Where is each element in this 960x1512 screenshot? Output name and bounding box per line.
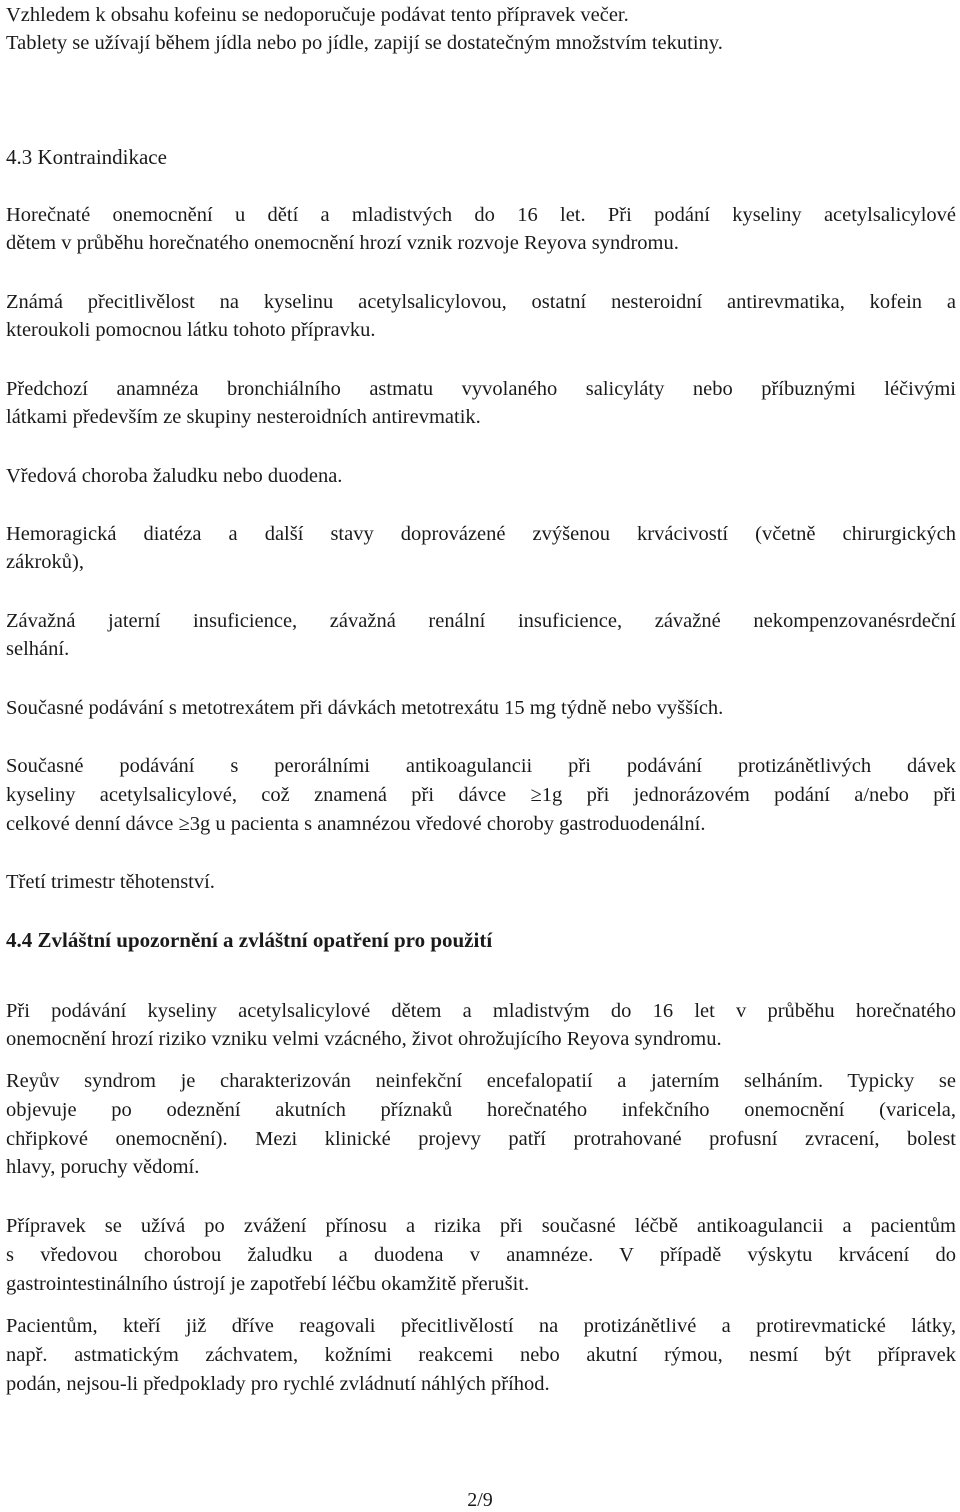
contraindication-hypersensitivity-line-2: kteroukoli pomocnou látku tohoto přípravku. xyxy=(6,319,376,341)
contraindication-asthma-line-1: Předchozí anamnéza bronchiálního astmatu vyvolaného salicyláty nebo příbuznými léčivými xyxy=(6,378,956,400)
warning-hypersensitivity-line-1: Pacientům, kteří již dříve reagovali přecitlivělostí na protizánětlivé a protirevmatické látky, xyxy=(6,1315,956,1337)
section-4-4-heading: 4.4 Zvláštní upozornění a zvláštní opatření pro použití xyxy=(6,928,493,952)
contraindication-pregnancy-line: Třetí trimestr těhotenství. xyxy=(6,871,215,893)
contraindication-anticoagulants-line-2: kyseliny acetylsalicylové, což znamená při dávce ≥1g při jednorázovém podání a/nebo při xyxy=(6,784,956,806)
contraindication-hypersensitivity-line-1: Známá přecitlivělost na kyselinu acetylsalicylovou, ostatní nesteroidní antirevmatika, kofein a xyxy=(6,291,956,313)
warning-anticoagulants-line-3: gastrointestinálního ústrojí je zapotřebí léčbu okamžitě přerušit. xyxy=(6,1273,530,1295)
warning-hypersensitivity-line-3: podán, nejsou-li předpoklady pro rychlé zvládnutí náhlých příhod. xyxy=(6,1373,550,1395)
contraindication-insufficiency-line-2: selhání. xyxy=(6,638,70,660)
contraindication-ulcer-line: Vředová choroba žaludku nebo duodena. xyxy=(6,465,343,487)
warning-hypersensitivity-line-2: např. astmatickým záchvatem, kožními reakcemi nebo akutní rýmou, nesmí být přípravek xyxy=(6,1344,956,1366)
contraindication-fever-line-1: Horečnaté onemocnění u dětí a mladistvých do 16 let. Při podání kyseliny acetylsalicylové xyxy=(6,204,956,226)
contraindication-anticoagulants-line-1: Současné podávání s perorálními antikoagulancii při podávání protizánětlivých dávek xyxy=(6,755,956,777)
warning-reye-syndrome-line-1: Reyův syndrom je charakterizován neinfekční encefalopatií a jaterním selháním. Typicky se xyxy=(6,1070,956,1092)
warning-anticoagulants-line-2: s vředovou chorobou žaludku a duodena v anamnéze. V případě výskytu krvácení do xyxy=(6,1244,956,1266)
section-4-3-heading: 4.3 Kontraindikace xyxy=(6,145,167,169)
intro-line-2: Tablety se užívají během jídla nebo po jídle, zapijí se dostatečným množstvím tekutiny. xyxy=(6,32,723,54)
contraindication-methotrexate-line: Současné podávání s metotrexátem při dávkách metotrexátu 15 mg týdně nebo vyšších. xyxy=(6,697,724,719)
warning-anticoagulants-line-1: Přípravek se užívá po zvážení přínosu a rizika při současné léčbě antikoagulancii a pacientům xyxy=(6,1215,956,1237)
contraindication-hemorrhagic-line-2: zákroků), xyxy=(6,551,84,573)
contraindication-insufficiency-line-1: Závažná jaterní insuficience, závažná renální insuficience, závažné nekompenzovanésrdeční xyxy=(6,610,956,632)
warning-reye-syndrome-line-4: hlavy, poruchy vědomí. xyxy=(6,1156,200,1178)
contraindication-hemorrhagic-line-1: Hemoragická diatéza a další stavy doprovázené zvýšenou krvácivostí (včetně chirurgických xyxy=(6,523,956,545)
warning-reye-syndrome-line-2: objevuje po odeznění akutních příznaků horečnatého infekčního onemocnění (varicela, xyxy=(6,1099,956,1121)
warning-reye-syndrome-line-3: chřipkové onemocnění). Mezi klinické projevy patří protrahované profusní zvracení, bolest xyxy=(6,1128,956,1150)
contraindication-anticoagulants-line-3: celkové denní dávce ≥3g u pacienta s anamnézou vředové choroby gastroduodenální. xyxy=(6,813,706,835)
warning-reye-line-1: Při podávání kyseliny acetylsalicylové dětem a mladistvým do 16 let v průběhu horečnatého xyxy=(6,1000,956,1022)
page-number: 2/9 xyxy=(467,1489,493,1511)
intro-line-1: Vzhledem k obsahu kofeinu se nedoporučuje podávat tento přípravek večer. xyxy=(6,4,629,26)
contraindication-asthma-line-2: látkami především ze skupiny nesteroidních antirevmatik. xyxy=(6,406,481,428)
warning-reye-line-2: onemocnění hrozí riziko vzniku velmi vzácného, život ohrožujícího Reyova syndromu. xyxy=(6,1028,722,1050)
contraindication-fever-line-2: dětem v průběhu horečnatého onemocnění hrozí vznik rozvoje Reyova syndromu. xyxy=(6,232,679,254)
